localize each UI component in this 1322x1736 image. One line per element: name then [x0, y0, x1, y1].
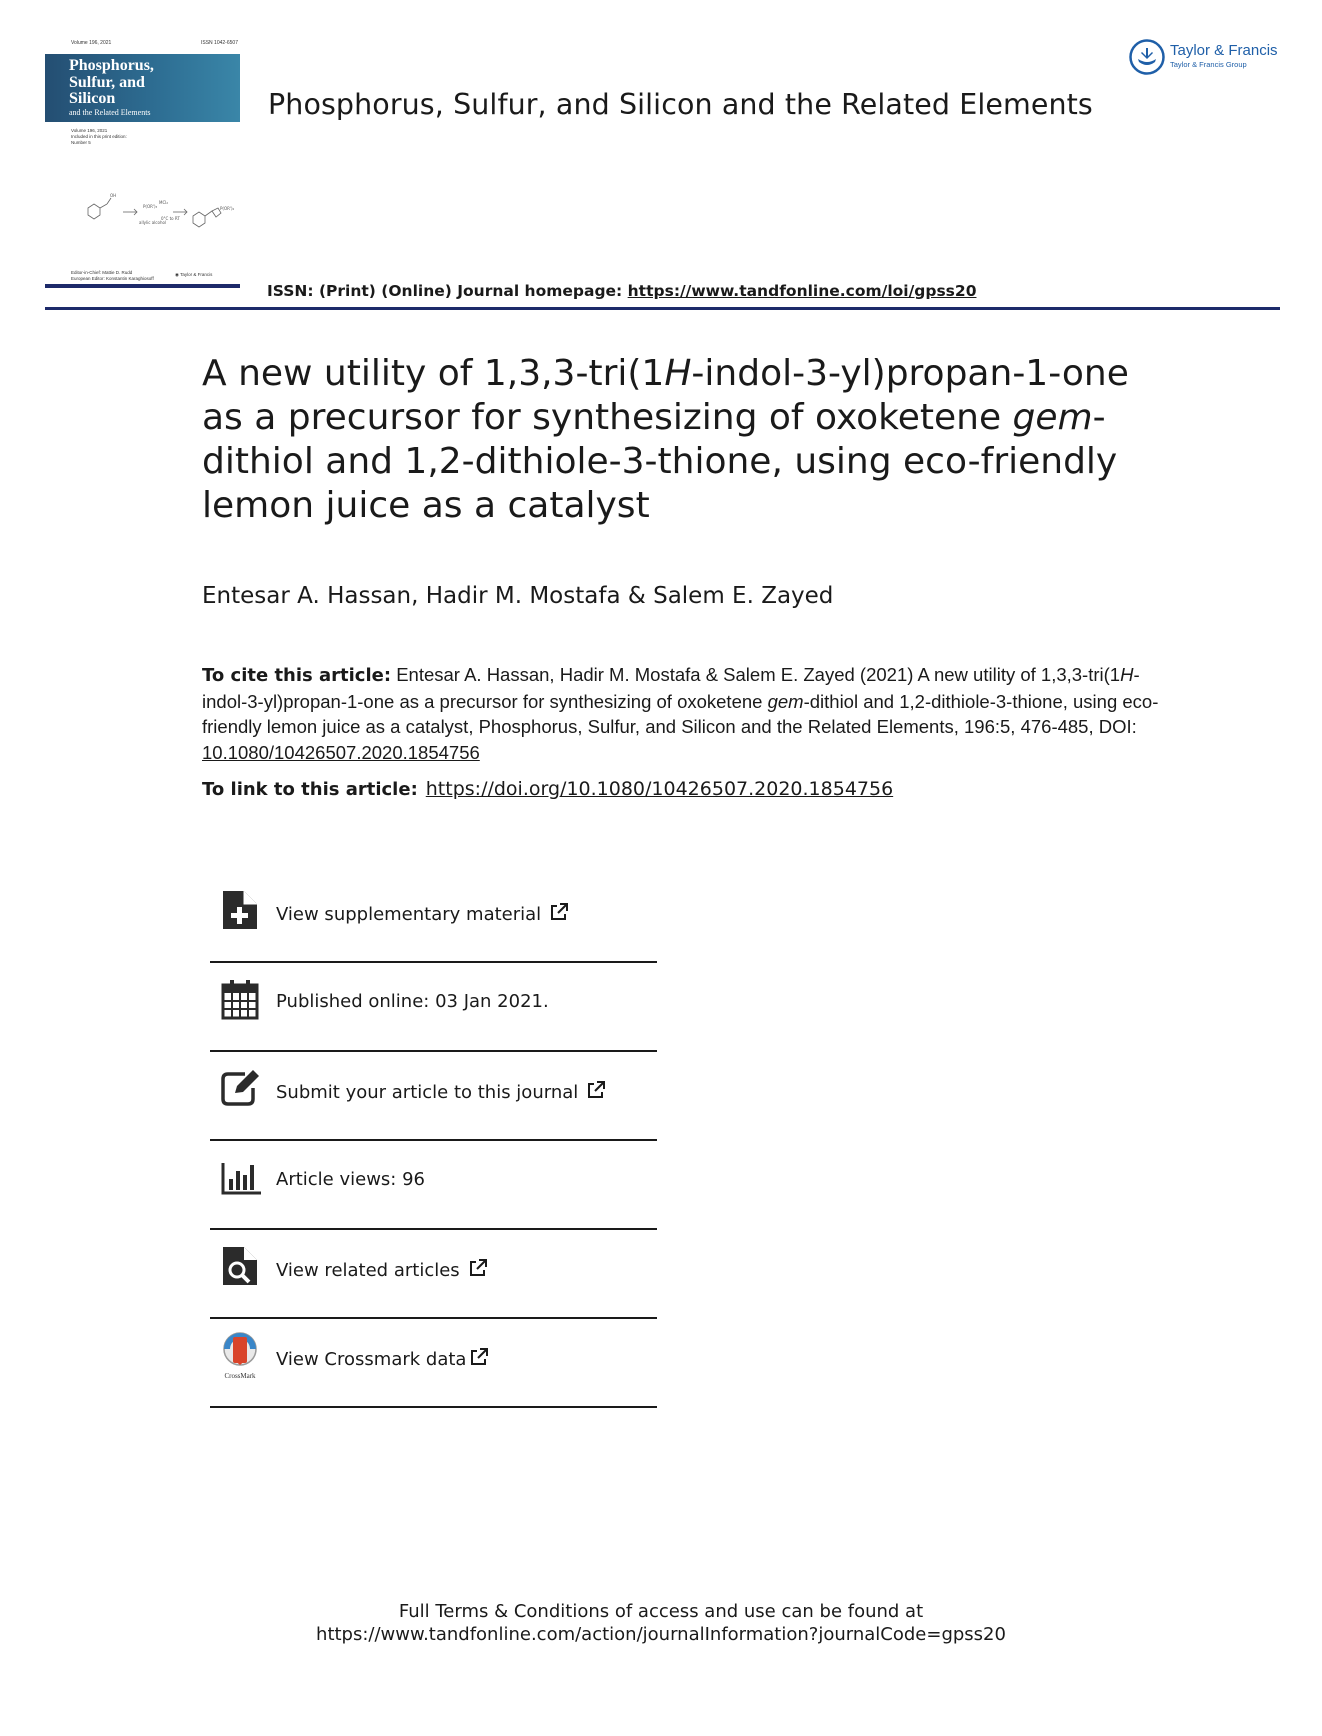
issn-label: ISSN: (Print) (Online) Journal homepage: [267, 282, 628, 300]
publisher-name: Taylor & Francis [1170, 42, 1278, 59]
cover-bottom-bar [45, 284, 240, 288]
article-authors: Entesar A. Hassan, Hadir M. Mostafa & Salem E. Zayed [202, 583, 834, 609]
cover-title-line: Sulfur, and [69, 73, 145, 91]
svg-text:allylic alcohol: allylic alcohol [139, 220, 167, 225]
link-label-text: View Crossmark data [276, 1349, 467, 1370]
journal-title: Phosphorus, Sulfur, and Silicon and the Related Elements [268, 88, 1093, 121]
link-label [276, 902, 569, 925]
article-title-line [202, 440, 1142, 484]
link-label [276, 1258, 488, 1281]
bar-chart-icon [220, 1155, 260, 1199]
search-document-icon [220, 1244, 260, 1288]
footer-terms-text: Full Terms & Conditions of access and use can be found at [398, 1601, 924, 1622]
cover-title-band [45, 54, 240, 122]
publisher-logo-text [1170, 42, 1278, 69]
cite-text: Entesar A. Hassan, Hadir M. Mostafa & Salem E. Zayed (2021) A new utility of 1,3,3-tri(1 [391, 664, 1121, 685]
cover-issue-line: Included in this print edition: [71, 134, 127, 139]
cite-italic: gem [767, 690, 804, 712]
edit-icon [220, 1066, 260, 1110]
link-label-text: View supplementary material [276, 904, 542, 925]
header-divider [45, 307, 1280, 310]
taylor-francis-logo-icon [1128, 38, 1166, 76]
cover-title-line: Phosphorus, [69, 57, 154, 74]
link-label: Published online: 03 Jan 2021. [276, 991, 549, 1012]
journal-cover [45, 40, 240, 295]
title-text: dithiol and 1,2-dithiole-3-thione, using eco-friendly [202, 441, 1118, 482]
cover-title-line: Silicon [69, 90, 116, 107]
svg-text:OH: OH [110, 193, 117, 198]
title-text: lemon juice as a catalyst [202, 485, 650, 526]
svg-text:P(OR')₂: P(OR')₂ [220, 206, 235, 211]
publisher-group: Taylor & Francis Group [1170, 60, 1247, 69]
link-label [276, 1347, 489, 1370]
link-label-text: View related articles [276, 1260, 460, 1281]
cover-editor-line: Editor-in-Chief: Mattie D. Rudd [71, 270, 133, 275]
calendar-icon [220, 977, 260, 1021]
cover-issn-small: ISSN 1042-6507 [201, 40, 238, 46]
svg-text:MCl₂: MCl₂ [159, 200, 168, 205]
issn-homepage-line [267, 282, 976, 300]
citation-block [202, 662, 1162, 765]
journal-homepage-link[interactable]: https://www.tandfonline.com/loi/gpss20 [627, 282, 977, 300]
cover-volume-small: Volume 196, 2021 [71, 40, 112, 46]
cite-doi-link[interactable]: 10.1080/10426507.2020.1854756 [202, 741, 480, 763]
svg-text:0°C to RT: 0°C to RT [161, 216, 180, 221]
title-italic-text: H [664, 353, 692, 394]
svg-text:P(OR')₃: P(OR')₃ [143, 204, 158, 209]
cover-chemical-scheme [63, 190, 235, 240]
title-text: - [1092, 397, 1106, 438]
cover-subtitle: and the Related Elements [69, 108, 151, 117]
title-text: as a precursor for synthesizing of oxoketene [202, 397, 1013, 438]
cover-top-strip [45, 40, 240, 54]
cite-text: -indol-3-yl)propan-1-one as a precursor for synthesizing of oxoketene [202, 664, 1140, 712]
link-label-text: Submit your article to this journal [276, 1082, 579, 1103]
link-row-submit[interactable] [210, 1052, 657, 1141]
cover-editors [71, 270, 154, 282]
link-label [276, 1080, 606, 1103]
article-title-line [202, 396, 1142, 440]
cite-italic: H [1120, 664, 1134, 685]
link-label: To link to this article: [202, 779, 418, 800]
cover-issue-info [71, 128, 127, 146]
footer-terms-link[interactable]: https://www.tandfonline.com/action/journalInformation?journalCode=gpss20 [316, 1624, 1006, 1645]
external-link-icon [586, 1080, 606, 1100]
article-title [202, 352, 1142, 528]
cite-text: -dithiol and 1,2-dithiole-3-thione, using eco-friendly lemon juice as a catalyst, Phosphorus, Sulfur, and Silicon and the Related Elements, 196:5, 476-485, DOI: [202, 690, 1159, 737]
external-link-icon [549, 902, 569, 922]
article-doi-link[interactable]: https://doi.org/10.1080/10426507.2020.1854756 [425, 778, 894, 800]
article-link-line [202, 778, 893, 800]
title-text: -indol-3-yl)propan-1-one [691, 353, 1129, 394]
title-italic-text: gem [1012, 397, 1093, 438]
article-title-line [202, 352, 1142, 396]
cover-publisher-small-icon: ◉ [175, 272, 181, 277]
link-row-views [210, 1141, 657, 1230]
cover-publisher-small [175, 272, 212, 278]
link-row-published [210, 963, 657, 1052]
crossmark-icon [220, 1331, 260, 1381]
link-row-related[interactable] [210, 1230, 657, 1319]
cover-title [69, 58, 154, 108]
cover-editor-line: European Editor: Konstantin Karaghiosoff [71, 276, 154, 281]
supplementary-file-icon [220, 888, 260, 932]
footer [0, 1600, 1322, 1646]
cover-publisher-small-text: Taylor & Francis [180, 272, 213, 277]
article-title-line [202, 484, 1142, 528]
external-link-icon [469, 1347, 489, 1367]
link-row-supplementary[interactable] [210, 874, 657, 963]
article-links-list [210, 874, 657, 1408]
title-text: A new utility of 1,3,3-tri(1 [202, 353, 665, 394]
cover-issue-line: Volume 196, 2021 [71, 128, 108, 133]
external-link-icon [468, 1258, 488, 1278]
cite-label: To cite this article: [202, 665, 392, 686]
crossmark-icon-text: CrossMark [224, 1372, 256, 1380]
link-label: Article views: 96 [276, 1169, 425, 1190]
cover-issue-line: Number 5 [71, 140, 91, 145]
link-row-crossmark[interactable] [210, 1319, 657, 1408]
